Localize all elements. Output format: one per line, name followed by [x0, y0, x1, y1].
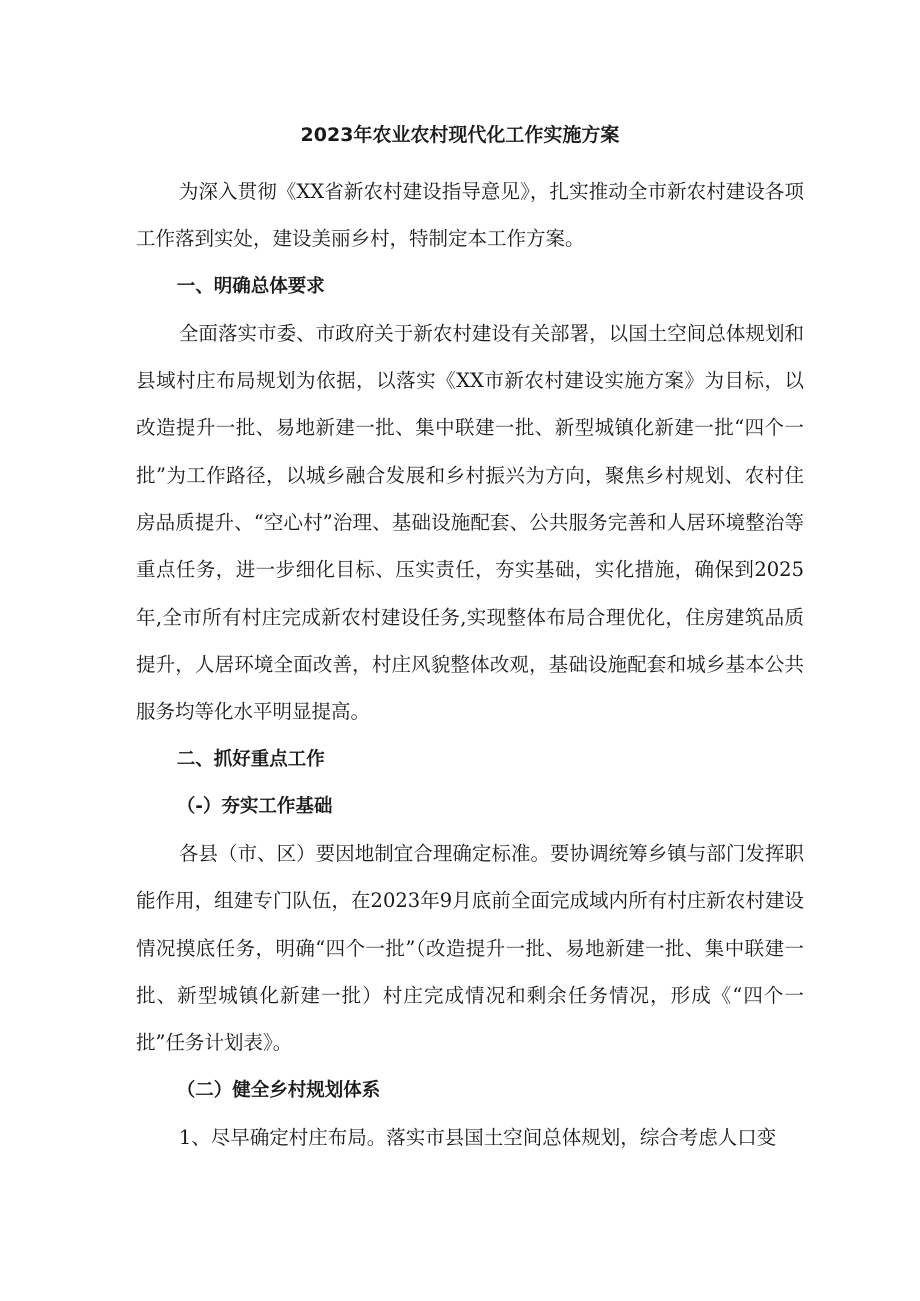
subsection-heading-foundation: （-）夯实工作基础: [176, 795, 333, 817]
section-heading-requirements: 一、明确总体要求: [176, 275, 325, 297]
subsection-heading-planning: （二）健全乡村规划体系: [176, 1079, 381, 1101]
requirements-paragraph: 全面落实市委、市政府关于新农村建设有关部署，以国土空间总体规划和县域村庄布局规划为依据，以落实《XX市新农村建设实施方案》为目标，以改造提升一批、易地新建一批、集中联建一批、新型城镇化新建一批“四个一批”为工作路径，以城乡融合发展和乡村振兴为方向，聚焦乡村规划、农村住房品质提升、“空心村”治理、基础设施配套、公共服务完善和人居环境整治等重点任务，进一步细化目标、压实责任，夯实基础，实化措施，确保到2025年,全市所有村庄完成新农村建设任务,实现整体布局合理优化，住房建筑品质提升，人居环境全面改善，村庄风貌整体改观，基础设施配套和城乡基本公共服务均等化水平明显提高。: [136, 321, 804, 724]
section-heading-key-work: 二、抓好重点工作: [176, 748, 325, 770]
foundation-paragraph: 各县（市、区）要因地制宜合理确定标准。要协调统筹乡镇与部门发挥职能作用，组建专门队伍，在2023年9月底前全面完成域内所有村庄新农村建设情况摸底任务，明确“四个一批”（改造提升一批、易地新建一批、集中联建一批、新型城镇化新建一批）村庄完成情况和剩余任务情况，形成《“四个一批”任务计划表》。: [136, 842, 804, 1055]
document-title: 2023年农业农村现代化工作实施方案: [300, 124, 620, 146]
intro-paragraph: 为深入贯彻《XX省新农村建设指导意见》，扎实推动全市新农村建设各项工作落到实处，建设美丽乡村，特制定本工作方案。: [136, 180, 804, 251]
planning-paragraph: 1、尽早确定村庄布局。落实市县国土空间总体规划，综合考虑人口变: [178, 1125, 777, 1149]
document-body: [136, 168, 804, 1161]
